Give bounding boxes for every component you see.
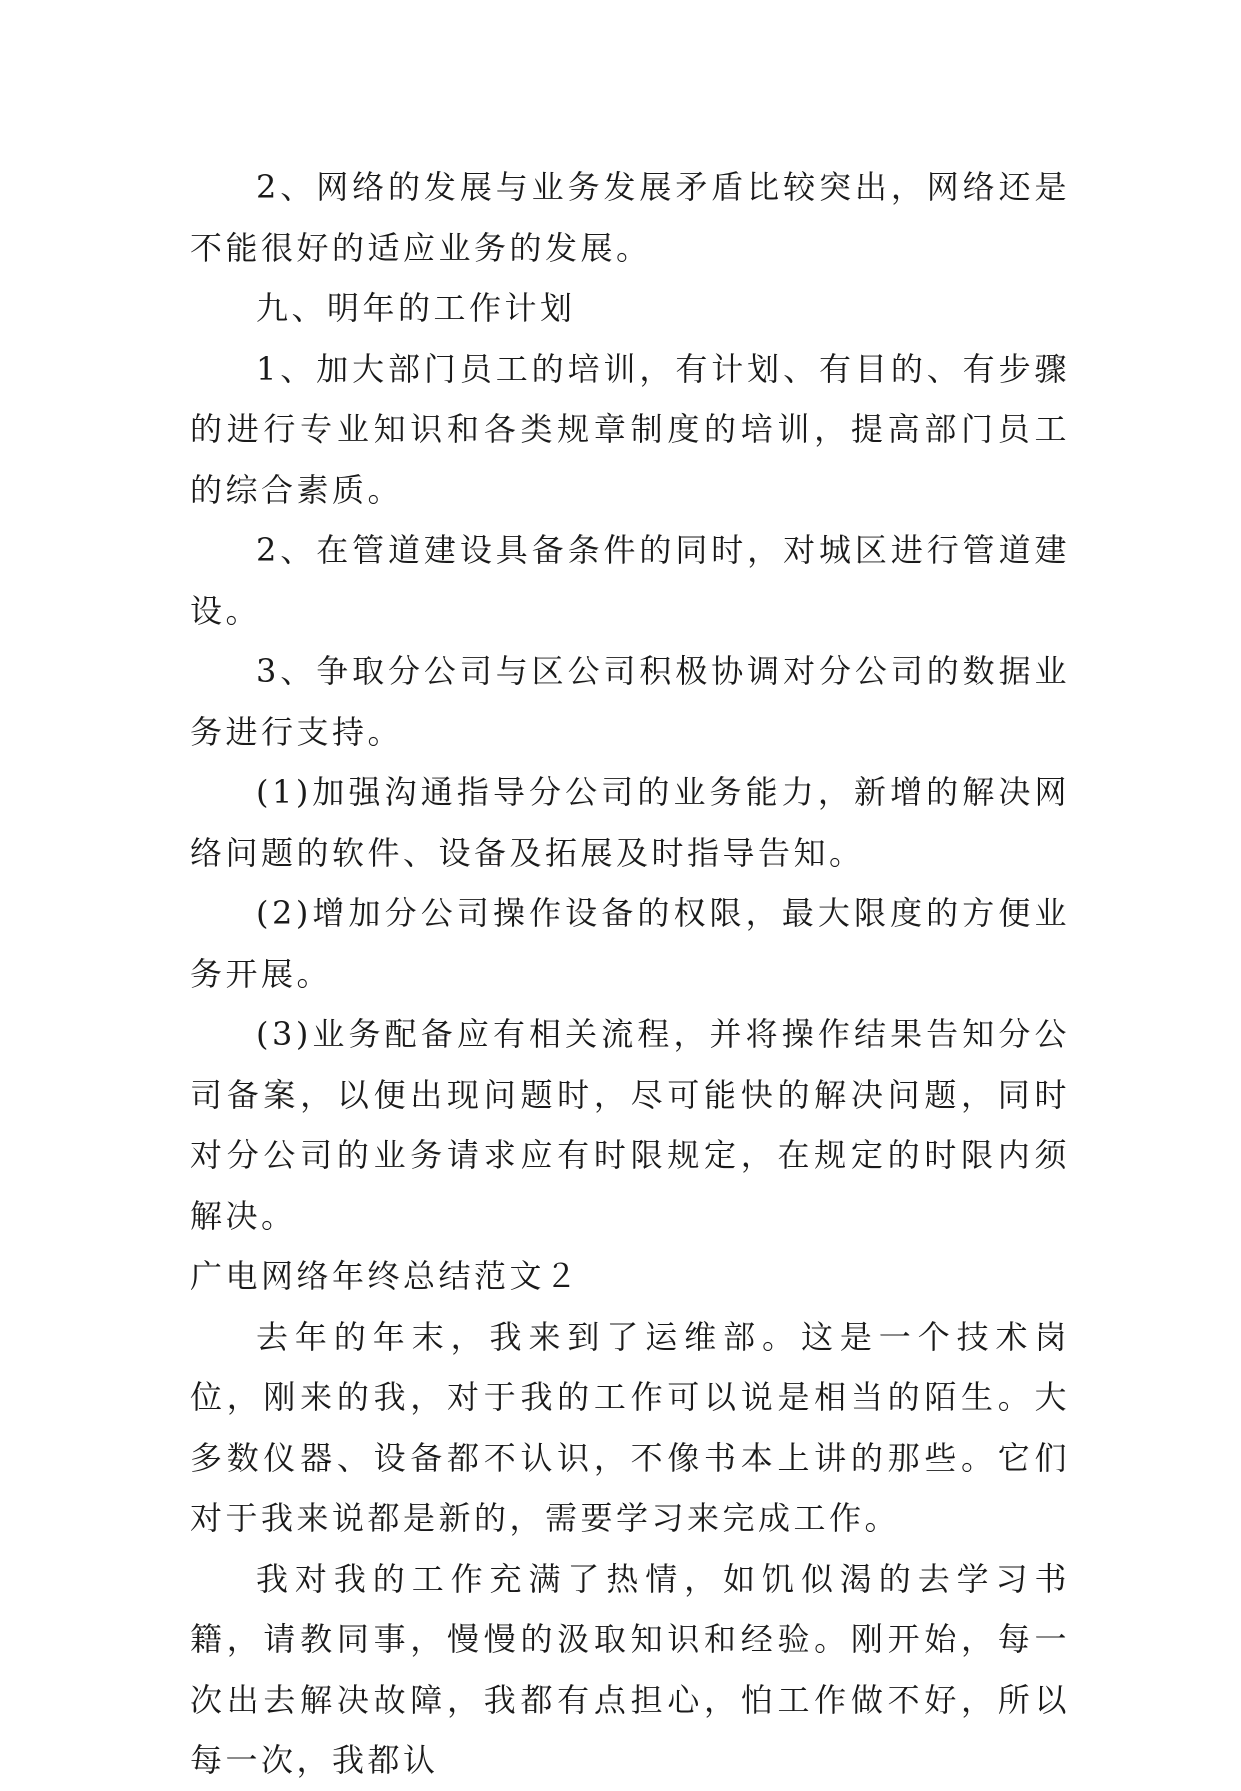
paragraph-arrival: 去年的年末，我来到了运维部。这是一个技术岗位，刚来的我，对于我的工作可以说是相当的陌生。大多数仪器、设备都不认识，不像书本上讲的那些。它们对于我来说都是新的，需要学习来完成工作。 [190,1317,1070,1537]
paragraph-plan-sub-2: (2)增加分公司操作设备的权限，最大限度的方便业务开展。 [190,894,1070,993]
paragraph-enthusiasm: 我对我的工作充满了热情，如饥似渴的去学习书籍，请教同事，慢慢的汲取知识和经验。刚开始，每一次出去解决故障，我都有点担心，怕工作做不好，所以每一次，我都认 [190,1559,1070,1779]
paragraph-plan-sub-3: (3)业务配备应有相关流程，并将操作结果告知分公司备案，以便出现问题时，尽可能快的解决问题，同时对分公司的业务请求应有时限规定，在规定的时限内须解决。 [190,1015,1070,1235]
paragraph-plan-sub-1: (1)加强沟通指导分公司的业务能力，新增的解决网络问题的软件、设备及拓展及时指导告知。 [190,773,1070,872]
paragraph-network-conflict: 2、网络的发展与业务发展矛盾比较突出，网络还是不能很好的适应业务的发展。 [190,168,1070,267]
paragraph-plan-training: 1、加大部门员工的培训，有计划、有目的、有步骤的进行专业知识和各类规章制度的培训，提高部门员工的综合素质。 [190,349,1070,509]
document-body [190,157,1070,1791]
paragraph-plan-data-support: 3、争取分公司与区公司积极协调对分公司的数据业务进行支持。 [190,652,1070,751]
paragraph-plan-pipeline: 2、在管道建设具备条件的同时，对城区进行管道建设。 [190,531,1070,630]
article-title: 广电网络年终总结范文２ [190,1257,581,1295]
section-heading-next-year-plan: 九、明年的工作计划 [256,289,576,327]
